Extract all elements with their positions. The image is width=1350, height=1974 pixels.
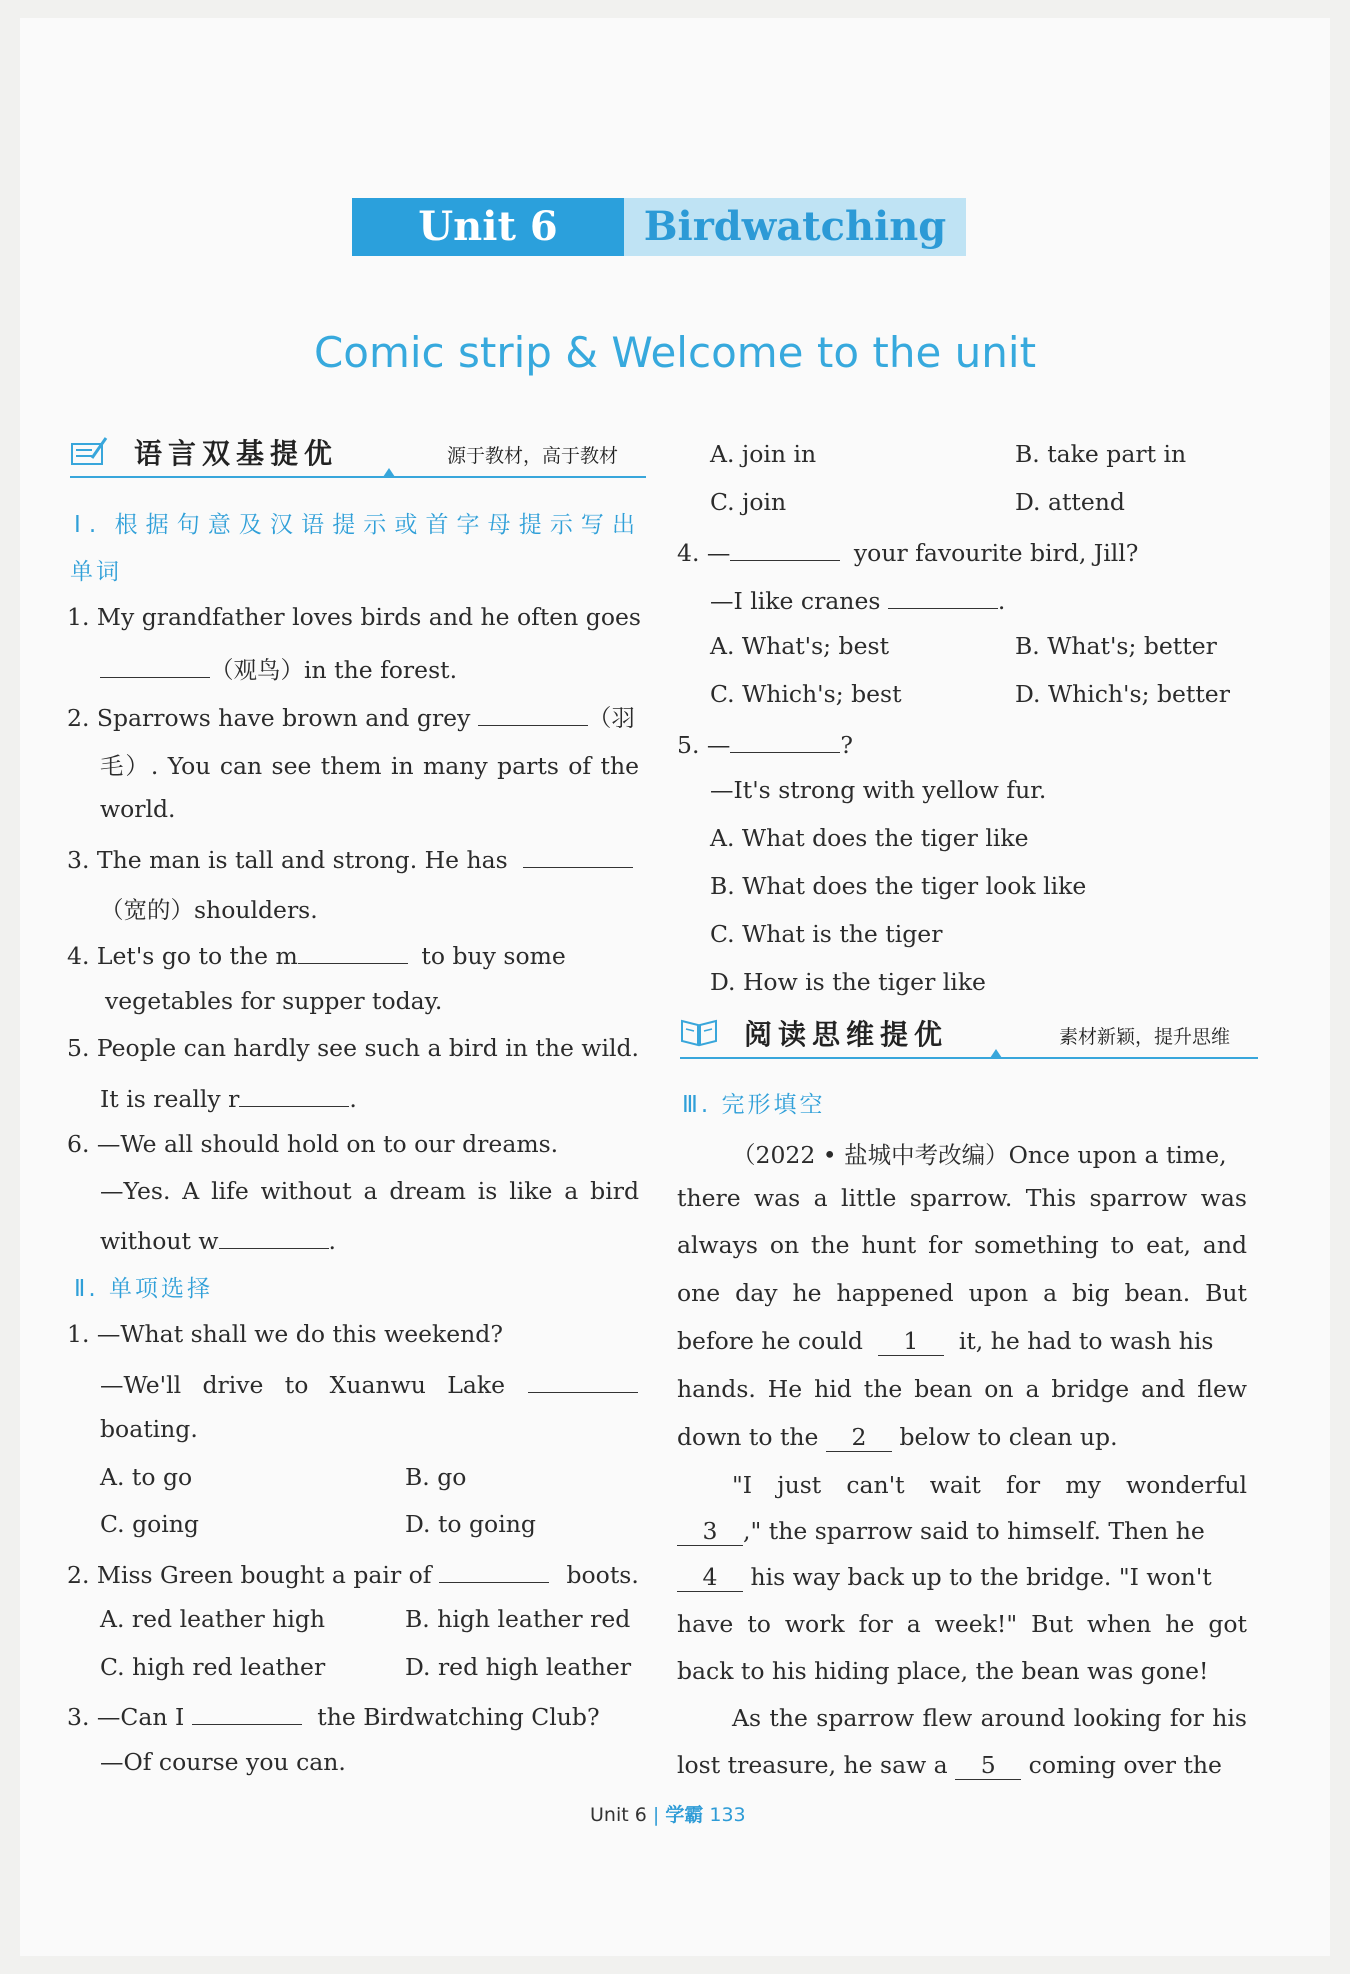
cloze-blank-4[interactable]: 4 bbox=[677, 1563, 743, 1592]
part-title: Ⅱ. 单项选择 bbox=[74, 1276, 213, 1302]
option-d[interactable]: D. red high leather bbox=[405, 1653, 632, 1681]
question-text: —We'll drive to Xuanwu Lake bbox=[100, 1368, 639, 1399]
section-marker bbox=[990, 1049, 1002, 1058]
question-text: 5. — ? bbox=[677, 728, 853, 759]
page-number: 133 bbox=[709, 1804, 746, 1826]
section-title: 语言双基提优 bbox=[134, 437, 339, 470]
passage-line: one day he happened upon a big bean. But bbox=[677, 1279, 1247, 1307]
footer-brand: 学霸 bbox=[665, 1804, 704, 1826]
question-text: 4. Let's go to the m to buy some bbox=[67, 939, 566, 970]
question-text: world. bbox=[100, 795, 176, 823]
answer-blank[interactable] bbox=[888, 584, 998, 609]
question-text: 4. — your favourite bird, Jill? bbox=[677, 536, 1138, 567]
passage-line: back to his hiding place, the bean was gone! bbox=[677, 1657, 1209, 1685]
passage-line: always on the hunt for something to eat, and bbox=[677, 1231, 1247, 1259]
passage-line: before he could 1 it, he had to wash his bbox=[677, 1327, 1214, 1355]
answer-blank[interactable] bbox=[730, 728, 840, 753]
section-title: 阅读思维提优 bbox=[744, 1018, 949, 1051]
passage-line: "I just can't wait for my wonderful bbox=[732, 1471, 1247, 1499]
answer-blank[interactable] bbox=[523, 843, 633, 868]
question-text: —Of course you can. bbox=[100, 1748, 346, 1776]
section-tag: 素材新颖，提升思维 bbox=[1058, 1026, 1230, 1048]
answer-blank[interactable] bbox=[192, 1700, 302, 1725]
answer-blank[interactable] bbox=[478, 701, 588, 726]
option-a[interactable]: A. to go bbox=[100, 1463, 193, 1491]
question-text: boating. bbox=[100, 1415, 198, 1443]
question-text: （宽的）shoulders. bbox=[100, 896, 318, 924]
option-a[interactable]: A. What does the tiger like bbox=[710, 824, 1029, 852]
section-marker bbox=[383, 468, 395, 477]
passage-line: 4 his way back up to the bridge. "I won't bbox=[677, 1563, 1212, 1592]
question-text: It is really r . bbox=[100, 1082, 357, 1113]
option-c[interactable]: C. going bbox=[100, 1510, 199, 1538]
question-text: vegetables for supper today. bbox=[105, 987, 443, 1015]
answer-blank[interactable] bbox=[239, 1082, 349, 1107]
section-header-reading bbox=[680, 1013, 1258, 1059]
question-text: （观鸟）in the forest. bbox=[100, 651, 457, 685]
option-c[interactable]: C. Which's; best bbox=[710, 680, 902, 708]
part-title: Ⅰ. 根据句意及汉语提示或首字母提示写出 bbox=[74, 512, 638, 538]
unit-banner: Unit 6 bbox=[352, 198, 624, 256]
question-text: —I like cranes . bbox=[710, 584, 1005, 615]
page-footer: Unit 6 | 学霸 133 bbox=[590, 1804, 746, 1826]
question-text: —It's strong with yellow fur. bbox=[710, 776, 1047, 804]
option-c[interactable]: C. join bbox=[710, 488, 787, 516]
answer-blank[interactable] bbox=[298, 939, 408, 964]
cloze-blank-1[interactable]: 1 bbox=[878, 1327, 944, 1356]
question-text: 3. The man is tall and strong. He has bbox=[67, 843, 633, 874]
section-tag: 源于教材，高于教材 bbox=[446, 445, 618, 467]
cloze-blank-2[interactable]: 2 bbox=[826, 1423, 892, 1452]
option-b[interactable]: B. go bbox=[405, 1463, 467, 1491]
section-header-basics bbox=[70, 432, 646, 478]
answer-blank[interactable] bbox=[219, 1224, 329, 1249]
part-title-cont: 单词 bbox=[70, 559, 122, 585]
lesson-subtitle: Comic strip & Welcome to the unit bbox=[313, 328, 1037, 377]
question-text: 2. Miss Green bought a pair of boots. bbox=[67, 1558, 639, 1589]
question-text: —Yes. A life without a dream is like a bird bbox=[100, 1177, 639, 1205]
cloze-blank-3[interactable]: 3 bbox=[677, 1517, 743, 1546]
passage-line: As the sparrow flew around looking for his bbox=[732, 1704, 1247, 1732]
answer-blank[interactable] bbox=[439, 1558, 549, 1583]
cloze-blank-5[interactable]: 5 bbox=[955, 1751, 1021, 1780]
option-d[interactable]: D. attend bbox=[1015, 488, 1125, 516]
open-book-icon bbox=[680, 1015, 718, 1049]
answer-blank[interactable] bbox=[100, 653, 210, 678]
option-b[interactable]: B. What's; better bbox=[1015, 632, 1217, 660]
question-text: 1. —What shall we do this weekend? bbox=[67, 1320, 503, 1348]
option-b[interactable]: B. high leather red bbox=[405, 1605, 631, 1633]
option-a[interactable]: A. red leather high bbox=[100, 1605, 326, 1633]
option-b[interactable]: B. What does the tiger look like bbox=[710, 872, 1087, 900]
question-text: without w . bbox=[100, 1224, 336, 1255]
question-text: 2. Sparrows have brown and grey （羽 bbox=[67, 699, 635, 733]
question-text: 1. My grandfather loves birds and he often goes bbox=[67, 603, 641, 631]
question-text: 3. —Can I the Birdwatching Club? bbox=[67, 1700, 600, 1731]
part-title: Ⅲ. 完形填空 bbox=[682, 1092, 826, 1118]
option-c[interactable]: C. high red leather bbox=[100, 1653, 326, 1681]
option-d[interactable]: D. to going bbox=[405, 1510, 536, 1538]
passage-line: 3 ," the sparrow said to himself. Then he bbox=[677, 1517, 1205, 1546]
option-a[interactable]: A. join in bbox=[710, 440, 817, 468]
answer-blank[interactable] bbox=[730, 536, 840, 561]
question-text: 6. —We all should hold on to our dreams. bbox=[67, 1130, 559, 1158]
option-d[interactable]: D. Which's; better bbox=[1015, 680, 1230, 708]
passage-line: down to the 2 below to clean up. bbox=[677, 1423, 1118, 1451]
passage-line: there was a little sparrow. This sparrow was bbox=[677, 1184, 1247, 1212]
passage-line: have to work for a week!" But when he got bbox=[677, 1610, 1247, 1638]
option-c[interactable]: C. What is the tiger bbox=[710, 920, 943, 948]
pencil-book-icon bbox=[70, 434, 108, 468]
passage-line: lost treasure, he saw a 5 coming over the bbox=[677, 1751, 1222, 1779]
passage-line: （2022 • 盐城中考改编）Once upon a time, bbox=[732, 1141, 1227, 1169]
question-text: 毛）. You can see them in many parts of the bbox=[100, 752, 639, 780]
option-b[interactable]: B. take part in bbox=[1015, 440, 1187, 468]
option-d[interactable]: D. How is the tiger like bbox=[710, 968, 986, 996]
topic-banner: Birdwatching bbox=[624, 198, 966, 256]
footer-unit: Unit 6 bbox=[590, 1804, 647, 1826]
passage-line: hands. He hid the bean on a bridge and flew bbox=[677, 1375, 1247, 1403]
option-a[interactable]: A. What's; best bbox=[710, 632, 890, 660]
answer-blank[interactable] bbox=[528, 1368, 638, 1393]
question-text: 5. People can hardly see such a bird in the wild. bbox=[67, 1034, 639, 1062]
